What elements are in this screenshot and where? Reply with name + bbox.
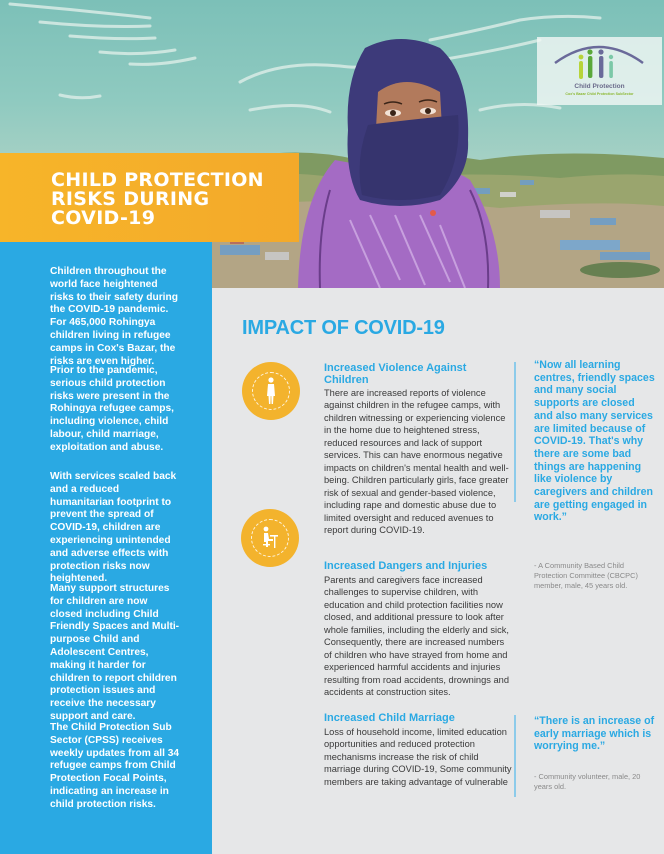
- child-protection-logo-icon: [537, 37, 662, 83]
- sidebar-paragraph: Prior to the pandemic, serious child protection risks were present in the Rohingya refugee camps, including violence, child labour, child marriage, exploitation and abuse.: [50, 365, 174, 453]
- violence-icon-badge: [242, 362, 300, 420]
- child-figure-icon: [242, 362, 300, 420]
- quote-attribution-cbcpc: - A Community Based Child Protection Committee (CBCPC) member, male, 45 years old.: [534, 561, 638, 590]
- item-body-violence: There are increased reports of violence against children in the refugee camps, with children witnessing or experiencing violence in the home due to heightened stress, reduced resources and lack of support services. This can have enormous negative impacts on children's mental health and well-being. Children particularly girls, face greater risk of sexual and gender-based violence, including rape and domestic abuse due to limited oversight and reduced avenues to report during COVID-19.: [324, 388, 509, 535]
- sidebar-paragraph: The Child Protection Sub Sector (CPSS) receives weekly updates from all 34 refugee camps from Child Protection Focal Points, indicating an increase in child protection risks.: [50, 722, 180, 810]
- item-heading-dangers: Increased Dangers and Injuries: [324, 560, 488, 572]
- intro-sidebar: [0, 242, 212, 854]
- item-body-marriage: Loss of household income, limited education opportunities and reduced protection mechanisms increase the risk of child marriage during COVID-19, Some community members are taking advantage of vulnerable: [324, 727, 512, 787]
- dangers-icon-badge: [241, 509, 299, 567]
- quote-text-volunteer: “There is an increase of early marriage which is worrying me.”: [534, 715, 655, 753]
- sidebar-paragraph: With services scaled back and a reduced humanitarian footprint to prevent the spread of COVID-19, children are experiencing unintended and adverse effects with protection risks now heightened.: [50, 471, 177, 585]
- quote-bar: [514, 715, 516, 797]
- sidebar-paragraph: Children throughout the world face heightened risks to their safety during the COVID-19 pandemic. For 465,000 Rohingya children living in refugee camps in Cox's Bazar, the risks are even higher.: [50, 266, 178, 367]
- item-heading-violence: Increased Violence Against Children: [324, 362, 467, 386]
- title-banner: [0, 153, 299, 242]
- quote-text-cbcpc: “Now all learning centres, friendly spaces and many social supports are closed and also many services are limited because of COVID-19. That's why there are some bad things are happening like violence by caregivers and children are getting engaged in work.”: [534, 359, 655, 524]
- child-protection-logo: [537, 37, 662, 105]
- page-title: CHILD PROTECTION RISKS DURING COVID-19: [51, 169, 264, 229]
- quote-bar: [514, 362, 516, 502]
- main-content: [212, 288, 664, 854]
- item-body-dangers: Parents and caregivers face increased challenges to supervise children, with education and child protection facilities now closed, and additional pressure to look after whole families, including the elderly and sick, Consequently, there are increased numbers of children who have strayed from home and experienced harmful accidents and injuries resulting from road accidents, drownings and accidents at construction sites.: [324, 575, 510, 698]
- logo-title: Child Protection: [574, 83, 625, 90]
- section-title: IMPACT OF COVID-19: [242, 317, 445, 339]
- item-heading-marriage: Increased Child Marriage: [324, 712, 455, 724]
- logo-subtitle: Cox's Bazar Child Protection SubSector: [565, 92, 634, 96]
- sidebar-paragraph: Many support structures for children are now closed including Child Friendly Spaces and Multi-purpose Child and Adolescent Centres, making it harder for children to report children protection issues and receive the necessary support and care.: [50, 583, 180, 722]
- quote-attribution-volunteer: - Community volunteer, male, 20 years old.: [534, 772, 641, 791]
- child-at-desk-icon: [241, 509, 299, 567]
